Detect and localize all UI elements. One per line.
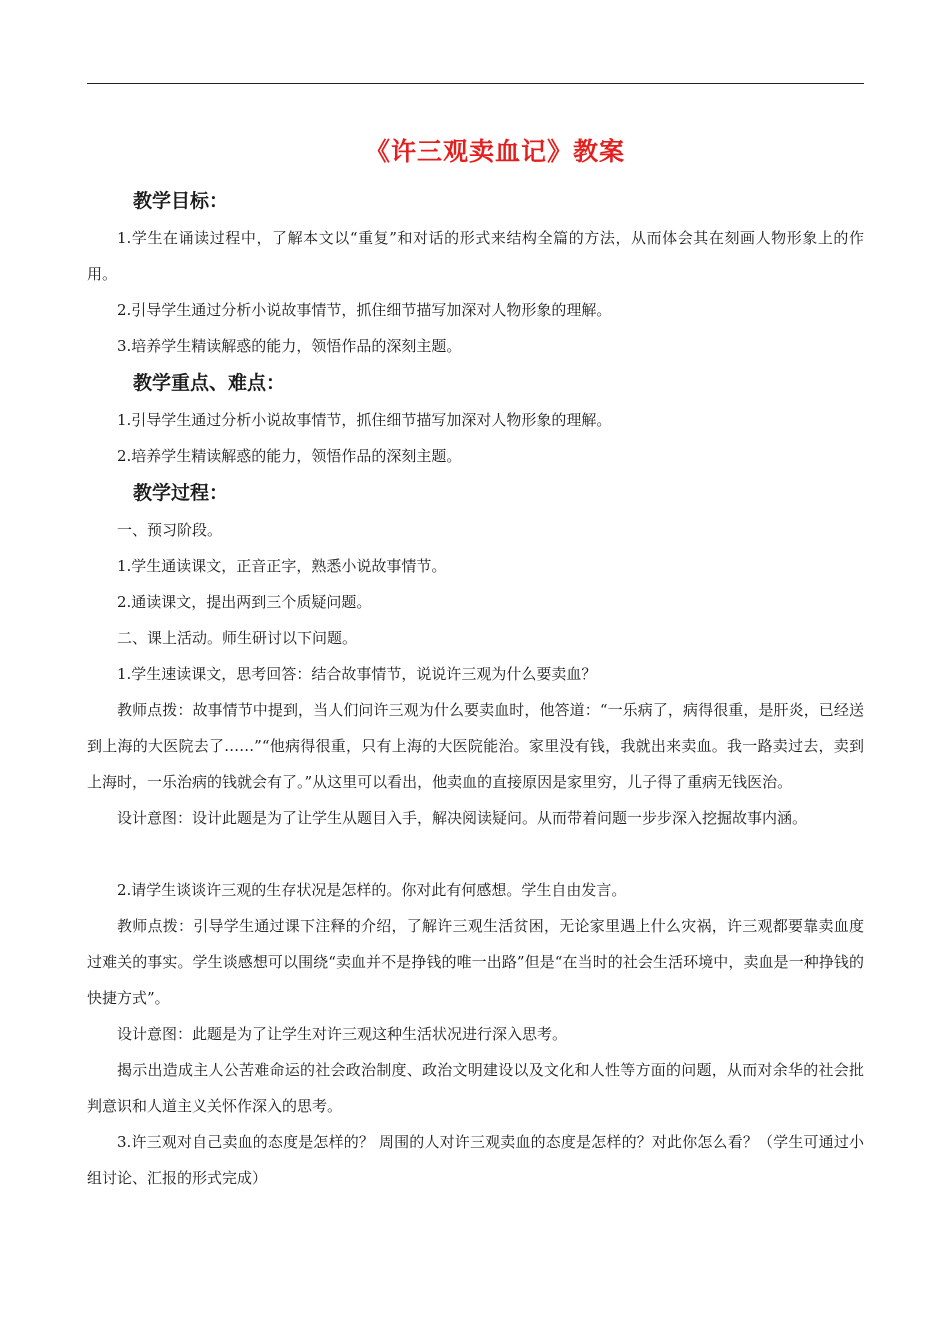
header-rule xyxy=(87,83,864,84)
document-title: 《许三观卖血记》教案 xyxy=(364,137,625,166)
process-paragraph: 二、课上活动。师生研讨以下问题。 xyxy=(117,629,358,647)
goal-item-2: 2.引导学生通过分析小说故事情节，抓住细节描写加深对人物形象的理解。 xyxy=(117,301,612,319)
heading-process: 教学过程： xyxy=(133,482,229,504)
process-paragraph: 1.学生速读课文，思考回答：结合故事情节，说说许三观为什么要卖血？ xyxy=(117,665,597,683)
goal-item-1: 1.学生在诵读过程中，了解本文以“重复”和对话的形式来结构全篇的方法，从而体会其在刻画人物形象上的作用。 xyxy=(87,229,864,283)
process-paragraph: 1.学生通读课文，正音正字，熟悉小说故事情节。 xyxy=(117,557,447,575)
process-paragraph: 一、预习阶段。 xyxy=(117,521,223,539)
process-paragraph: 2.请学生谈谈许三观的生存状况是怎样的。你对此有何感想。学生自由发言。 xyxy=(117,881,627,899)
goal-item-3: 3.培养学生精读解惑的能力，领悟作品的深刻主题。 xyxy=(117,337,462,355)
heading-key-points: 教学重点、难点： xyxy=(133,372,286,394)
key-item-1: 1.引导学生通过分析小说故事情节，抓住细节描写加深对人物形象的理解。 xyxy=(117,411,612,429)
process-paragraph: 2.通读课文，提出两到三个质疑问题。 xyxy=(117,593,372,611)
process-paragraph: 3.许三观对自己卖血的态度是怎样的？ 周围的人对许三观卖血的态度是怎样的？对此你怎么看？（学生可通过小组讨论、汇报的形式完成） xyxy=(87,1133,864,1187)
process-paragraph: 教师点拨：故事情节中提到，当人们问许三观为什么要卖血时，他答道：“一乐病了，病得很重，是肝炎，已经送到上海的大医院去了……”“他病得很重，只有上海的大医院能治。家里没有钱，我就出来卖血。我一路卖过去，卖到上海时，一乐治病的钱就会有了。”从这里可以看出，他卖血的直接原因是家里穷，儿子得了重病无钱医治。 xyxy=(87,701,864,791)
process-paragraph: 教师点拨：引导学生通过课下注释的介绍，了解许三观生活贫困，无论家里遇上什么灾祸，许三观都要靠卖血度过难关的事实。学生谈感想可以围绕“卖血并不是挣钱的唯一出路”但是“在当时的社会生活环境中，卖血是一种挣钱的快捷方式”。 xyxy=(87,917,864,1007)
key-item-2: 2.培养学生精读解惑的能力，领悟作品的深刻主题。 xyxy=(117,447,462,465)
process-paragraph: 揭示出造成主人公苦难命运的社会政治制度、政治文明建设以及文化和人性等方面的问题，从而对余华的社会批判意识和人道主义关怀作深入的思考。 xyxy=(87,1061,864,1115)
process-paragraph: 设计意图：设计此题是为了让学生从题目入手，解决阅读疑问。从而带着问题一步步深入挖掘故事内涵。 xyxy=(117,809,808,827)
document-body xyxy=(87,182,864,1196)
process-paragraph: 设计意图：此题是为了让学生对许三观这种生活状况进行深入思考。 xyxy=(117,1025,568,1043)
heading-goals: 教学目标： xyxy=(133,190,229,212)
